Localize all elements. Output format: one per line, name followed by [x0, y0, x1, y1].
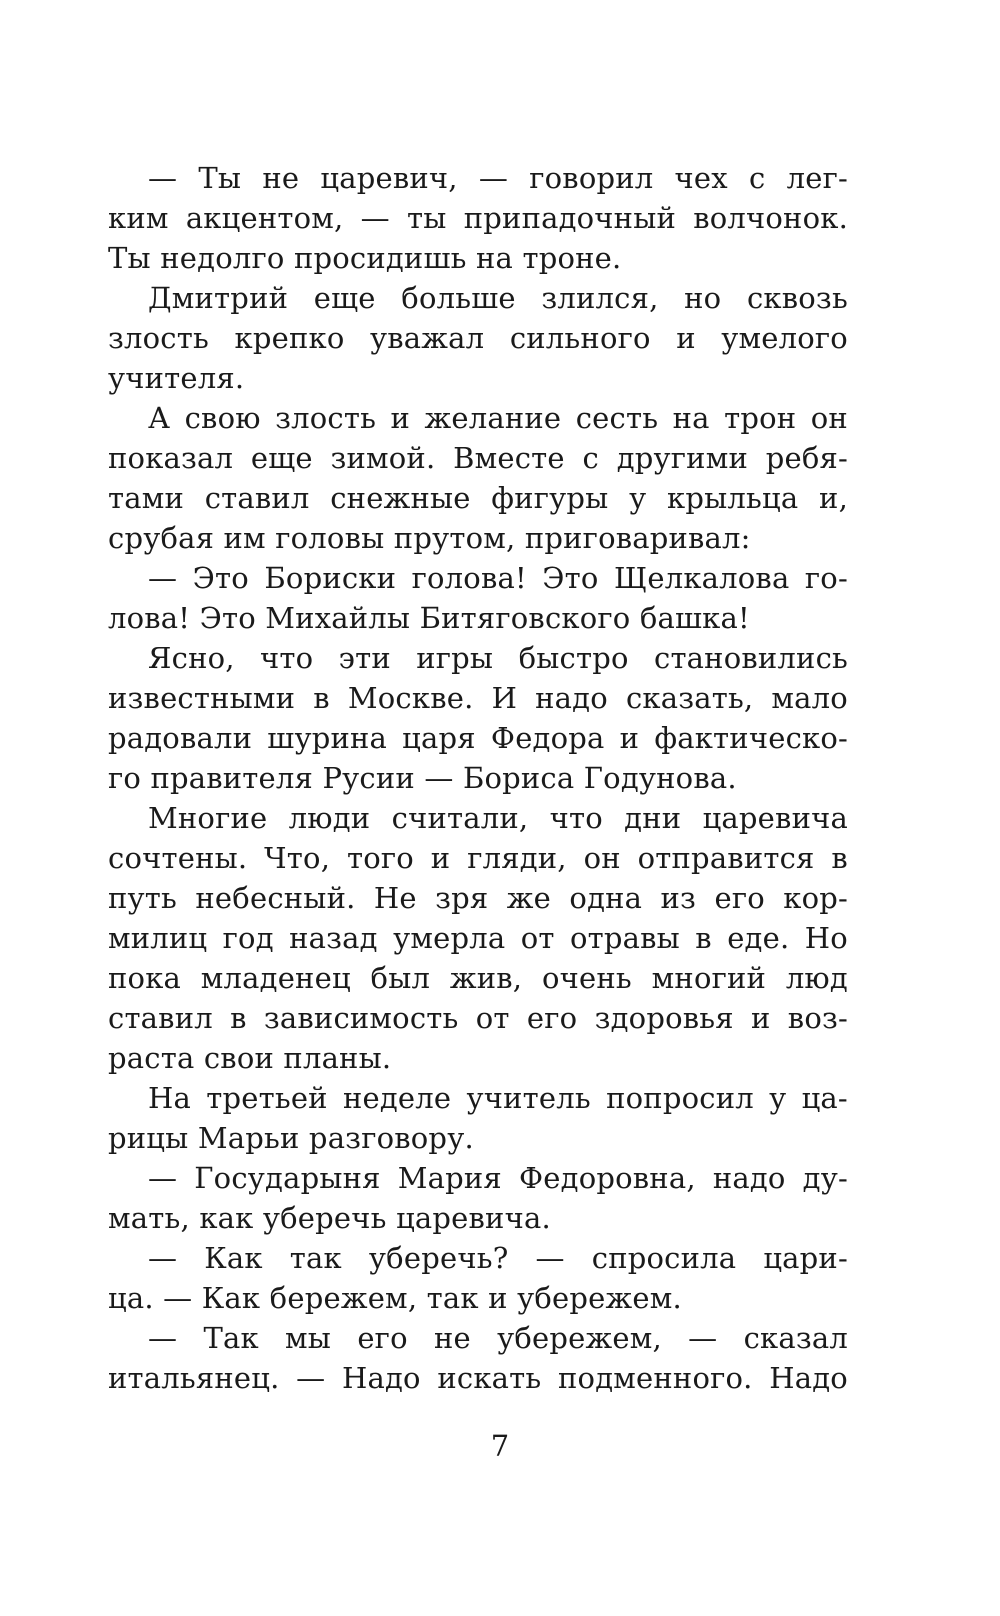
text-line [108, 558, 848, 598]
word: Москве. [347, 681, 474, 715]
word: Надо [769, 1361, 848, 1395]
word: чех [674, 161, 728, 195]
word: и [430, 841, 451, 875]
word: ставил [204, 481, 310, 515]
word: Государыня [194, 1161, 381, 1195]
word: еде. [727, 921, 790, 955]
text-line: Ты недолго просидишь на троне. [108, 241, 622, 275]
word: эти [338, 641, 391, 675]
word: дни [624, 801, 682, 835]
word: сказал [743, 1321, 848, 1355]
page-number: 7 [490, 1429, 510, 1463]
word: — [148, 561, 178, 595]
word: И [491, 681, 518, 715]
word: больше [401, 281, 516, 315]
word: — [478, 161, 509, 195]
word: отравы [569, 921, 680, 955]
word: крепко [234, 321, 345, 355]
word: злость [108, 321, 209, 355]
word: одна [569, 881, 643, 915]
text-line [108, 1238, 848, 1278]
word: он [583, 841, 621, 875]
word: люд [785, 961, 848, 995]
word: третьей [206, 1081, 328, 1115]
text-line [108, 438, 848, 478]
text-line [108, 918, 848, 958]
text-line: учителя. [108, 361, 245, 395]
word: милиц [108, 921, 208, 955]
word: показал [108, 441, 234, 475]
word: год [222, 921, 274, 955]
word: Но [804, 921, 848, 955]
word: назад [289, 921, 378, 955]
word: от [475, 1001, 510, 1035]
word: царевича [702, 801, 848, 835]
word: и [619, 721, 640, 755]
text-line [108, 278, 848, 318]
word: — [148, 1241, 178, 1275]
text-line [108, 398, 848, 438]
word: — [360, 201, 390, 235]
word: в [831, 841, 848, 875]
word: что [260, 641, 314, 675]
word: Многие [148, 801, 268, 835]
word: от [520, 921, 555, 955]
word: надо [535, 681, 608, 715]
word: припадочный [463, 201, 677, 235]
word: Бориски [264, 561, 397, 595]
word: он [810, 401, 848, 435]
word: — [148, 1321, 178, 1355]
word: отправится [637, 841, 815, 875]
word: — [296, 1361, 326, 1395]
word: в [695, 921, 712, 955]
word: снежные [330, 481, 471, 515]
word: ца- [801, 1081, 848, 1115]
word: подменного. [558, 1361, 753, 1395]
text-line [108, 958, 848, 998]
word: же [506, 881, 552, 915]
word: Федоровна, [519, 1161, 696, 1195]
word: Не [373, 881, 417, 915]
word: попросил [606, 1081, 754, 1115]
word: путь [108, 881, 178, 915]
text-line [108, 678, 848, 718]
word: быстро [518, 641, 629, 675]
word: у [769, 1081, 787, 1115]
word: с [582, 441, 599, 475]
word: говорил [529, 161, 654, 195]
text-line [108, 1318, 848, 1358]
body-text [108, 158, 848, 1398]
word: злость [275, 401, 377, 435]
word: так [289, 1241, 342, 1275]
text-line [108, 998, 848, 1038]
word: Вместе [453, 441, 565, 475]
word: неделе [342, 1081, 452, 1115]
word: спросила [591, 1241, 737, 1275]
word: волчонок. [693, 201, 848, 235]
word: люди [288, 801, 371, 835]
word: что [549, 801, 603, 835]
word: кор- [783, 881, 848, 915]
word: сильного [509, 321, 651, 355]
word: царевич, [320, 161, 458, 195]
word: из [660, 881, 697, 915]
word: крыльца [667, 481, 799, 515]
word: Это [542, 561, 599, 595]
word: у [629, 481, 647, 515]
word: ребя- [765, 441, 848, 475]
word: жив, [449, 961, 523, 995]
word: того [346, 841, 414, 875]
word: умерла [393, 921, 506, 955]
word: его [714, 881, 765, 915]
word: го- [804, 561, 848, 595]
word: цари- [763, 1241, 848, 1275]
word: гляди, [467, 841, 567, 875]
word: трон [724, 401, 797, 435]
word: акцентом, [185, 201, 344, 235]
word: сказать, [625, 681, 754, 715]
word: Это [192, 561, 249, 595]
word: — [148, 1161, 178, 1195]
word: игры [416, 641, 494, 675]
word: Федора [490, 721, 605, 755]
text-line: рицы Марьи разговору. [108, 1121, 474, 1155]
word: не [262, 161, 300, 195]
word: зависимость [263, 1001, 459, 1035]
word: его [526, 1001, 578, 1035]
word: уберечь? [368, 1241, 509, 1275]
word: зря [435, 881, 489, 915]
word: шурина [267, 721, 388, 755]
text-line [108, 318, 848, 358]
text-line [108, 638, 848, 678]
word: Так [203, 1321, 259, 1355]
text-line: го правителя Русии — Бориса Годунова. [108, 761, 737, 795]
text-line: раста свои планы. [108, 1041, 392, 1075]
word: с [749, 161, 766, 195]
word: ставил [108, 1001, 213, 1035]
word: очень [541, 961, 632, 995]
text-line [108, 1158, 848, 1198]
word: — [688, 1321, 718, 1355]
word: фигуры [491, 481, 609, 515]
word: желание [424, 401, 562, 435]
word: радовали [108, 721, 253, 755]
word: еще [313, 281, 376, 315]
text-line [108, 1358, 848, 1398]
word: но [684, 281, 722, 315]
text-line [108, 798, 848, 838]
word: царя [402, 721, 476, 755]
word: и, [819, 481, 848, 515]
word: Надо [342, 1361, 421, 1395]
word: на [672, 401, 710, 435]
word: — [535, 1241, 565, 1275]
word: учитель [466, 1081, 591, 1115]
word: итальянец. [108, 1361, 280, 1395]
word: мало [771, 681, 848, 715]
word: младенец [200, 961, 351, 995]
word: сесть [575, 401, 659, 435]
word: воз- [787, 1001, 848, 1035]
word: тами [108, 481, 185, 515]
word: умелого [721, 321, 848, 355]
word: Дмитрий [148, 281, 289, 315]
word: еще [250, 441, 313, 475]
word: в [230, 1001, 247, 1035]
word: голова! [411, 561, 527, 595]
word: А [148, 401, 171, 435]
word: Щелкалова [614, 561, 790, 595]
word: — [148, 161, 178, 195]
word: считали, [391, 801, 529, 835]
word: пока [108, 961, 182, 995]
word: фактическо- [654, 721, 848, 755]
word: небесный. [195, 881, 356, 915]
word: надо [712, 1161, 786, 1195]
word: уважал [370, 321, 485, 355]
word: убережем, [497, 1321, 662, 1355]
word: лег- [786, 161, 848, 195]
word: искать [437, 1361, 542, 1395]
word: был [370, 961, 431, 995]
word: сквозь [746, 281, 848, 315]
word: Как [204, 1241, 263, 1275]
word: и [751, 1001, 771, 1035]
word: не [433, 1321, 471, 1355]
word: многий [651, 961, 767, 995]
word: становились [654, 641, 848, 675]
word: и [390, 401, 411, 435]
word: Что, [264, 841, 331, 875]
word: свою [184, 401, 261, 435]
word: мы [285, 1321, 332, 1355]
text-line [108, 838, 848, 878]
text-line: лова! Это Михайлы Битяговского башка! [108, 601, 750, 635]
word: Ты [198, 161, 242, 195]
word: Мария [397, 1161, 502, 1195]
word: ким [108, 201, 169, 235]
text-line: мать, как уберечь царевича. [108, 1201, 551, 1235]
word: другими [616, 441, 748, 475]
text-line [108, 478, 848, 518]
word: На [148, 1081, 191, 1115]
word: злился, [541, 281, 659, 315]
word: в [313, 681, 330, 715]
text-line [108, 158, 848, 198]
word: Ясно, [148, 641, 235, 675]
text-line [108, 1078, 848, 1118]
text-line [108, 878, 848, 918]
word: ты [407, 201, 447, 235]
text-line: срубая им головы прутом, приговаривал: [108, 521, 751, 555]
text-line [108, 198, 848, 238]
text-line: ца. — Как бережем, так и убережем. [108, 1281, 682, 1315]
word: ду- [802, 1161, 848, 1195]
word: известными [108, 681, 296, 715]
word: зимой. [330, 441, 436, 475]
word: здоровья [594, 1001, 734, 1035]
word: сочтены. [108, 841, 248, 875]
text-line [108, 718, 848, 758]
word: его [357, 1321, 408, 1355]
word: и [676, 321, 696, 355]
